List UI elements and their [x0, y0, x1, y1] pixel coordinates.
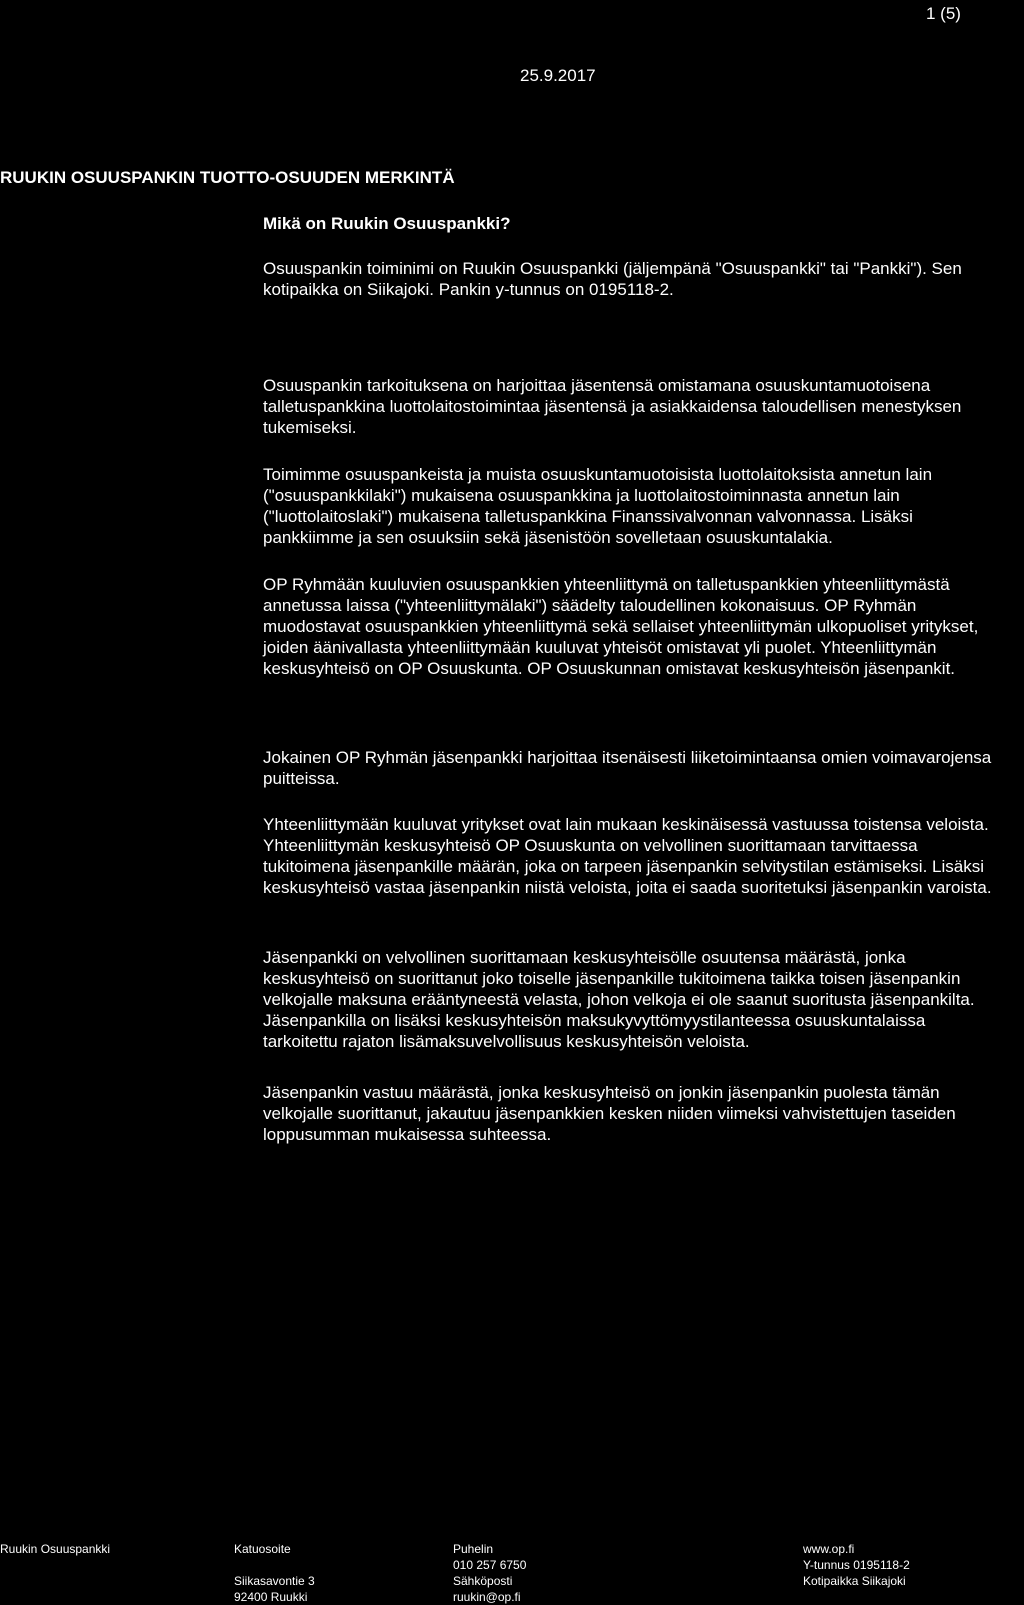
footer-address-label: Katuosoite: [234, 1542, 291, 1556]
paragraph-company-name: Osuuspankin toiminimi on Ruukin Osuuspankki (jäljempänä "Osuuspankki" tai "Pankki"). Sen kotipaikka on Siikajoki. Pankin y-tunnus on 0195118-2.: [263, 259, 962, 299]
footer-phone: 010 257 6750: [453, 1558, 527, 1572]
paragraph-regulation: Toimimme osuuspankeista ja muista osuuskuntamuotoisista luottolaitoksista annetun lain ("osuuspankkilaki") mukaisena osuuspankkina ja luottolaitostoiminnasta annetun lain ("luottolaitoslaki") mukaisena talletuspankkina Finanssivalvonnan valvonnassa. Lisäksi pankkiimme ja sen osuuksiin sekä jäsenistöön sovelletaan osuuskuntalakia.: [263, 465, 933, 547]
footer-email: ruukin@op.fi: [453, 1590, 521, 1604]
paragraph-member-obligation: Jäsenpankki on velvollinen suorittamaan keskusyhteisölle osuutensa määrästä, jonka keskusyhteisö on suorittanut joko toiselle jäsenpankille tukitoimena taikka toisen jäsenpankin velkojalle maksuna erääntyneestä velasta, johon velkoja ei ole saanut suoritusta jäsenpankilta. Jäsenpankilla on lisäksi keskusyhteisön maksukyvyttömyystilanteessa osuuskuntalaissa tarkoitettu rajaton lisämaksuvelvollisuus keskusyhteisön veloista.: [263, 948, 975, 1051]
footer-company-name: Ruukin Osuuspankki: [0, 1542, 111, 1556]
footer-email-label: Sähköposti: [453, 1574, 513, 1588]
document-date: 25.9.2017: [520, 66, 596, 85]
paragraph-member-bank: Jokainen OP Ryhmän jäsenpankki harjoittaa itsenäisesti liiketoimintaansa omien voimavarojensa puitteissa.: [263, 748, 992, 788]
paragraph-op-group: OP Ryhmään kuuluvien osuuspankkien yhteenliittymä on talletuspankkien yhteenliittymästä annetussa laissa ("yhteenliittymälaki") säädelty taloudellinen kokonaisuus. OP Ryhmän muodostavat osuuspankkien yhteenliittymä sekä sellaiset yhteenliittymän ulkopuoliset yritykset, joiden äänivallasta yhteenliittymään kuuluvat yhteisöt omistavat yli puolet. Yhteenliittymän keskusyhteisö on OP Osuuskunta. OP Osuuskunnan omistavat keskusyhteisön jäsenpankit.: [263, 575, 979, 678]
section-heading: Mikä on Ruukin Osuuspankki?: [263, 214, 511, 233]
footer-website: www.op.fi: [803, 1542, 855, 1556]
footer-contact-column: [453, 1541, 526, 1605]
paragraph-joint-liability: Yhteenliittymään kuuluvat yritykset ovat lain mukaan keskinäisessä vastuussa toistensa veloista. Yhteenliittymän keskusyhteisö OP Osuuskunta on velvollinen suorittamaan tarvittaessa tukitoimena jäsenpankille määrän, joka on tarpeen jäsenpankin selvitystilan estämiseksi. Lisäksi keskusyhteisö vastaa jäsenpankin niistä veloista, joita ei saada suoritetuksi jäsenpankin varoista.: [263, 815, 992, 897]
footer-registry-column: [803, 1541, 910, 1589]
document-title: RUUKIN OSUUSPANKIN TUOTTO-OSUUDEN MERKINTÄ: [0, 168, 455, 187]
footer-company-column: [0, 1541, 110, 1557]
paragraph-purpose: Osuuspankin tarkoituksena on harjoittaa jäsentensä omistamana osuuskuntamuotoisena talletuspankkina luottolaitostoimintaa jäsentensä ja asiakkaidensa taloudellisen menestyksen tukemiseksi.: [263, 376, 962, 437]
footer-address-column: [234, 1541, 315, 1605]
footer-street: Siikasavontie 3: [234, 1574, 315, 1588]
footer-domicile: Kotipaikka Siikajoki: [803, 1574, 906, 1588]
footer-business-id: Y-tunnus 0195118-2: [803, 1558, 910, 1572]
paragraph-liability-split: Jäsenpankin vastuu määrästä, jonka keskusyhteisö on jonkin jäsenpankin puolesta tämän velkojalle suorittanut, jakautuu jäsenpankkien kesken niiden viimeksi vahvistettujen taseiden loppusumman mukaisessa suhteessa.: [263, 1083, 956, 1144]
page-number: 1 (5): [926, 4, 961, 23]
footer-postal: 92400 Ruukki: [234, 1590, 308, 1604]
footer-phone-label: Puhelin: [453, 1542, 494, 1556]
